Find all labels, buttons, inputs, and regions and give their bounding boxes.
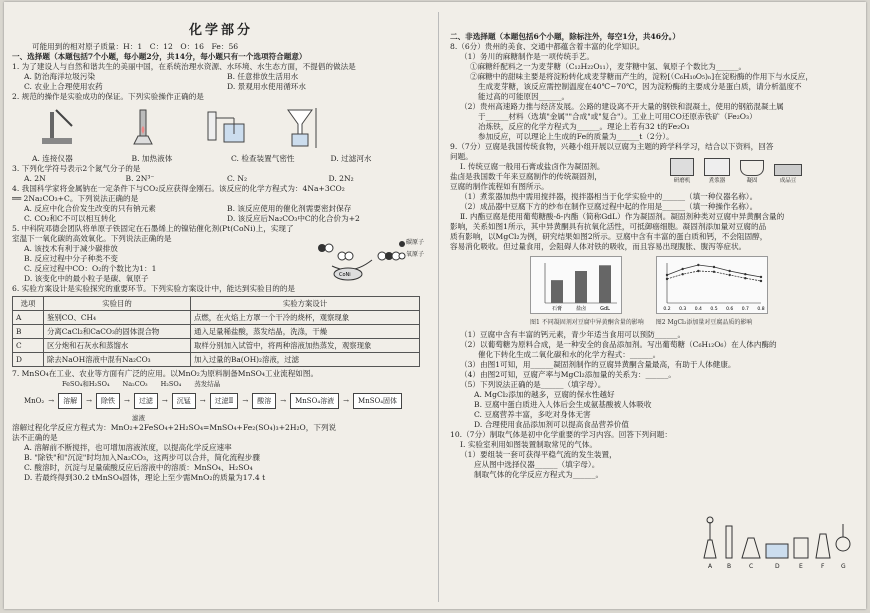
q2-option-c[interactable]: C. 检查装置气密性 <box>231 154 295 163</box>
q3-option-c[interactable]: C. N₂ <box>227 174 248 183</box>
data-point <box>681 273 683 275</box>
q6-col-design: 实验方案设计 <box>191 297 420 311</box>
table-row <box>13 311 420 325</box>
q4-option-b[interactable]: B. 该反应使用的催化剂需要密封保存 <box>227 204 352 213</box>
section-2-heading: 二、非选择题（本题包括6个小题，除标注外，每空1分，共46分。） <box>450 32 680 41</box>
q7-reagents: FeSO₄和H₂SO₄ Na₂CO₃ H₂SO₄ 蒸发结晶 <box>62 380 221 388</box>
tick-label: 0.2 <box>663 307 671 312</box>
q5-option-b[interactable]: B. 反应过程中分子种类不变 <box>24 254 118 263</box>
q7-option-d[interactable]: D. 若最终得到30.2 tMnSO₄固体，理论上至少需MnO₂的质量为17.4 t <box>24 473 266 482</box>
tick-label: 盐卤 <box>575 306 587 312</box>
q9-option-c[interactable]: C. 豆腐营养丰富，多吃对身体无害 <box>474 410 591 419</box>
q8-line-3: 生成麦芽糖，该反应需控制温度在40℃~70℃，因为淀粉酶的主要成分是蛋白质，请分析温度不 <box>478 82 802 91</box>
q6-table-header <box>13 297 420 311</box>
q7-equation-2: 法不正确的是 <box>12 433 58 442</box>
q5-block <box>12 239 430 284</box>
q2-option-a[interactable]: A. 连接仪器 <box>32 154 73 163</box>
q8-stem: 8.（6分）贵州的美食、交通中都蕴含着丰富的化学知识。 <box>450 42 645 51</box>
q3-option-d[interactable]: D. 2N₂ <box>328 174 354 183</box>
q6-table <box>12 296 420 367</box>
q6-col-purpose: 实验目的 <box>44 297 191 311</box>
data-point <box>666 278 668 280</box>
q2-figure-d <box>266 104 336 152</box>
table-cell: A <box>13 311 44 325</box>
q2-options <box>32 154 430 164</box>
q10-stem: 10.（7分）制取气体是初中化学重要的学习内容。回答下列问题： <box>450 430 672 439</box>
apparatus-label: D <box>775 563 780 570</box>
q2-figure-b <box>110 104 180 152</box>
q7-filtrate: 滤液 <box>132 414 145 422</box>
process-step: 煮浆器 <box>704 158 730 186</box>
q8-line-1: ①麻糖纤配料之一为麦芽糖（C₁₂H₂₂O₁₁），麦芽糖中氢、氧原子个数比为______。 <box>470 62 747 71</box>
tick-label: 0.5 <box>710 307 718 312</box>
q9-sub-5: 催化下转化生成二氧化碳和水的化学方程式：______。 <box>478 350 661 359</box>
process-step: 凝固 <box>740 160 764 186</box>
page-title: 化学部分 <box>188 23 253 38</box>
q4-option-d[interactable]: D. 该反应后Na₂CO₃中C的化合价为+2 <box>227 214 360 223</box>
q5-option-c[interactable]: C. 反应过程中CO：O₂的个数比为1：1 <box>24 264 157 273</box>
table-cell: 除去NaOH溶液中混有Na₂CO₃ <box>44 353 191 367</box>
fig1-caption: 图1 不同凝固剂对豆腐中异黄酮含量的影响 <box>530 319 644 326</box>
q4-option-c[interactable]: C. CO₂和C不可以相互转化 <box>24 214 117 223</box>
q9-para-7: 容易消化吸收。但过量食用，会阻碍人体对铁的吸收，而且容易出现腹胀、腹泻等症状。 <box>450 242 747 251</box>
column-divider <box>438 12 439 602</box>
process-step: 成品豆 <box>774 164 802 186</box>
data-point <box>728 274 730 276</box>
tick-label: GdL <box>600 306 610 312</box>
q9-sub-8: （5）下列说法正确的是______（填字母）。 <box>460 380 606 389</box>
q9-option-b[interactable]: B. 豆腐中蛋白质进入人体后会生成氨基酸被人体吸收 <box>474 400 652 409</box>
q9-para-4: Ⅱ. 内酯豆腐是使用葡萄糖酸-δ-内酯（简称GdL）作为凝固剂。凝固剂种类对豆腐中异黄酮含量的 <box>460 212 785 221</box>
svg-text:CoNi: CoNi <box>339 272 351 278</box>
q9-para-3: 豆腐的制作流程如有图所示。 <box>450 182 549 191</box>
apparatus-label: E <box>799 563 803 570</box>
q10-sub-1: （1）要组装一套可获得平稳气流的发生装置， <box>460 450 617 459</box>
fig1-bar-chart <box>530 256 622 314</box>
tick-label: 0.8 <box>757 307 765 312</box>
atomic-masses: 可能用到的相对原子质量：H：1 C：12 O：16 Fe：56 <box>32 42 239 51</box>
table-cell: 取样分别加入试管中，将两种溶液加热蒸发，观察现象 <box>191 339 420 353</box>
flow-step: 过滤Ⅱ <box>210 393 239 409</box>
exam-sheet <box>4 2 866 609</box>
q9-sub-2: （2）成品器中豆腐下方的纱布在制作豆腐过程中起的作用是______（填一种操作名称）。 <box>460 202 758 211</box>
table-cell: 鉴别CO、CH₄ <box>44 311 191 325</box>
q9-sub-7: （4）由图2可知，豆腐产率与MgCl₂添加量的关系为：______。 <box>460 370 676 379</box>
q9-charts <box>530 256 858 328</box>
q6-stem: 6. 实验方案设计是实验探究的重要环节。下列实验方案设计中，能达到实验目的的是 <box>12 284 296 293</box>
q3-option-b[interactable]: B. 2N³⁻ <box>125 174 155 183</box>
q5-legend-oxygen: 氧原子 <box>406 251 425 258</box>
q5-option-a[interactable]: A. 该技术有利于减少碳排放 <box>24 244 118 253</box>
table-cell: 点燃，在火焰上方罩一个干冷的烧杯，观察现象 <box>191 311 420 325</box>
data-point <box>744 273 746 275</box>
q4-option-a[interactable]: A. 反应中化合价发生改变的只有钠元素 <box>24 204 156 213</box>
table-cell: 加入过量的Ba(OH)₂溶液，过滤 <box>191 353 420 367</box>
q2-figures <box>32 104 430 152</box>
q9-para-2: 盐卤是我国数千年来豆腐制作的传统凝固剂， <box>450 172 602 181</box>
q1-option-d[interactable]: D. 景观用水使用循环水 <box>227 82 306 91</box>
data-point <box>760 276 762 278</box>
q10-apparatus-diagram <box>698 514 858 574</box>
apparatus-label: A <box>708 563 713 570</box>
q5-stem: 5. 中科院邓德会团队将单原子铁固定在石墨烯上的镍钴催化剂(Pt(CoNi)上，实现了 <box>12 224 294 233</box>
table-row <box>13 339 420 353</box>
q7-option-a[interactable]: A. 溶解前不断搅拌，也可增加溶液浓度，以提高化学反应速率 <box>24 443 232 452</box>
q2-figure-c <box>188 104 258 152</box>
q2-option-b[interactable]: B. 加热液体 <box>131 154 173 163</box>
q4-options <box>24 204 430 224</box>
fig1 <box>530 256 644 328</box>
data-point <box>681 268 683 270</box>
q8-line-6: 于______材料（选填"金属""合成"或"复合"）。工业上可用CO还原赤铁矿（Fe₂O₃） <box>478 112 757 121</box>
q9-stem-2: 问题。 <box>450 152 473 161</box>
q2-option-d[interactable]: D. 过滤河水 <box>330 154 372 163</box>
bar <box>551 280 563 303</box>
table-cell: 区分炮和石灰水和蒸馏水 <box>44 339 191 353</box>
section-1-heading: 一、选择题（本题包括7个小题，每小题2分，共14分，每小题只有一个选项符合题意） <box>12 52 307 61</box>
flow-step: 除铁 <box>96 393 120 409</box>
q9-para-1: Ⅰ. 传统豆腐一般用石膏或盐卤作为凝固剂。 <box>460 162 605 171</box>
table-row <box>13 325 420 339</box>
data-point <box>744 277 746 279</box>
q1-option-a[interactable]: A. 防治海洋垃圾污染 <box>24 72 96 81</box>
flow-step: 酸溶 <box>252 393 276 409</box>
left-column <box>12 6 430 483</box>
tick-label: 0.4 <box>694 307 702 312</box>
q10-sub-2: 应从图中选择仪器______（填字母）。 <box>474 460 600 469</box>
flow-step: MnSO₄溶液 <box>290 393 339 409</box>
tick-label: 0.7 <box>741 307 749 312</box>
q5-option-d[interactable]: D. 该变化中的最小粒子是碳、氧原子 <box>24 274 149 283</box>
q9-process-diagram <box>670 158 802 186</box>
data-point <box>666 274 668 276</box>
q2-figure-a <box>32 104 102 152</box>
q7-option-b[interactable]: B. "除铁"和"沉淀"时均加入Na₂CO₃，这两步可以合并，简化流程步骤 <box>24 453 260 462</box>
q7-option-c[interactable]: C. 酸溶时，沉淀与足量硫酸反应后溶液中的溶质：MnSO₄、H₂SO₄ <box>24 463 253 472</box>
q7-stem: 7. MnSO₄在工业、农业等方面有广泛的应用。以MnO₂为原料制备MnSO₄工业流程如图。 <box>12 369 319 378</box>
table-cell: 分离CaCl₂和CaCO₃的固体混合物 <box>44 325 191 339</box>
q4-stem: 4. 我国科学家将金属钠在一定条件下与CO₂反应获得金刚石。该反应的化学方程式为：4Na+3CO₂ <box>12 184 345 193</box>
q5-stem-2: 室温下一氧化碳的高效氧化。下列说法正确的是 <box>12 234 172 243</box>
tick-label: 0.6 <box>725 307 733 312</box>
fig2-line-chart <box>656 256 768 314</box>
data-point <box>697 264 699 266</box>
q7-flow-diagram: MnO₂ → 溶解 → 除铁 → 过滤 → 沉锰 → 过滤Ⅱ → 酸溶 → MnSO₄溶液 → MnSO₄固体 <box>24 393 430 409</box>
apparatus-label: C <box>749 563 754 570</box>
q9-sub-6: （3）由图1可知，用______凝固剂制作的豆腐异黄酮含量最高，有助于人体健康。 <box>460 360 736 369</box>
q2-stem: 2. 规范的操作是实验成功的保证。下列实验操作正确的是 <box>12 92 204 101</box>
q1-option-b[interactable]: B. 任意排放生活用水 <box>227 72 299 81</box>
q10-sub-3: 制取气体的化学反应方程式为______。 <box>474 470 604 479</box>
q8-line-7: 冶炼铁，反应的化学方程式为______。理论上若有32 t的Fe₂O₃ <box>478 122 690 131</box>
q3-stem: 3. 下列化学符号表示2个氮气分子的是 <box>12 164 141 173</box>
q8-sub-1: （1）务川的麻糖制作是一项传统手艺。 <box>460 52 594 61</box>
q9-para-6: 质有影响，以MgCl₂为例，研究结果如图2所示。豆腐中含有丰富的蛋白质和钙，不会阻固醇， <box>450 232 768 241</box>
q6-col-option: 选项 <box>13 297 44 311</box>
q8-line-2: ②麻糖中的甜味主要是将淀粉转化成麦芽糖而产生的，淀粉[（C₆H₁₀O₅)ₙ]在淀粉酶的作用下与水反应， <box>470 72 813 81</box>
q9-intro <box>450 162 858 192</box>
flow-mno2: MnO₂ <box>24 397 45 405</box>
q1-stem: 1. 为了建设人与自然和谐共生的美丽中国，在系统治理水资源、水环境、水生态方面，不提倡的做法是 <box>12 62 356 71</box>
flow-step: 沉锰 <box>172 393 196 409</box>
q9-option-a[interactable]: A. MgCl₂添加的越多，豆腐的保水性越好 <box>474 390 615 399</box>
table-cell: B <box>13 325 44 339</box>
q9-sub-4: （2）以葡萄糖为原料合成，是一种安全的食品添加剂。写出葡萄糖（C₆H₁₂O₆）在人体内酶的 <box>460 340 777 349</box>
q4-stem-2: ══ 2Na₂CO₃+C。下列说法正确的是 <box>12 194 139 203</box>
right-column <box>450 6 858 480</box>
apparatus-label: G <box>841 563 846 570</box>
q9-para-5: 影响，关系如图1所示，其中异黄酮具有抗氧化活性，可抵御癌细胞。凝固剂添加量对豆腐的品 <box>450 222 767 231</box>
bar <box>599 265 611 303</box>
process-step: 研磨机 <box>670 158 694 186</box>
fig2-caption: 图2 MgCl₂添加量对豆腐品质的影响 <box>655 319 753 326</box>
q9-option-d[interactable]: D. 合理使用食品添加剂可以提高食品营养价值 <box>474 420 629 429</box>
data-point <box>697 270 699 272</box>
q9-sub-1: （1）煮浆器加热中需用搅拌器，搅拌器相当于化学实验中的______（填一种仪器名称）。 <box>460 192 758 201</box>
q9-sub-3: （1）豆腐中含有丰富的钙元素，青少年适当食用可以预防______。 <box>460 330 686 339</box>
q8-line-4: 能过高的可能原因______。 <box>478 92 570 101</box>
data-point <box>728 270 730 272</box>
bar <box>575 271 587 303</box>
table-cell: C <box>13 339 44 353</box>
tick-label: 石膏 <box>551 306 563 312</box>
table-row <box>13 353 420 367</box>
q9-stem: 9.（7分）豆腐是我国传统食物，兴趣小组开展以豆腐为主题的跨学科学习，结合以下资料，回答 <box>450 142 774 151</box>
table-cell: 通入足量稀盐酸，蒸发结晶，洗涤，干燥 <box>191 325 420 339</box>
apparatus-label: F <box>821 563 825 570</box>
q1-option-c[interactable]: C. 农业上合理使用农药 <box>24 82 103 91</box>
fig2 <box>656 256 768 328</box>
flow-step: 过滤 <box>134 393 158 409</box>
data-point <box>760 280 762 282</box>
apparatus-label: B <box>727 563 732 570</box>
flow-step: MnSO₄固体 <box>353 393 402 409</box>
tick-label: 0.3 <box>678 307 686 312</box>
q1-options <box>24 72 430 92</box>
q5-legend-carbon: 碳原子 <box>406 239 425 246</box>
q3-option-a[interactable]: A. 2N <box>24 174 46 183</box>
data-point <box>713 266 715 268</box>
q7-equation: 溶解过程化学反应方程式为：MnO₂+2FeSO₄+2H₂SO₄=MnSO₄+Fe₂(SO₄)₃+2H₂O，下列说 <box>12 423 337 432</box>
data-point <box>713 271 715 273</box>
q3-options <box>24 174 430 184</box>
flow-step: 溶解 <box>58 393 82 409</box>
table-cell: D <box>13 353 44 367</box>
q10-para-1: Ⅰ. 实验室利用如图装置制取常见的气体。 <box>460 440 597 449</box>
q8-line-5: （2）贵州高速路力推与经济发展。公路的建设离不开大量的钢铁和混凝土，使用的钢筋混凝土属 <box>460 102 784 111</box>
q8-line-8: 参加反应，可以理论上生成的Fe的质量为______t（2分）。 <box>478 132 674 141</box>
